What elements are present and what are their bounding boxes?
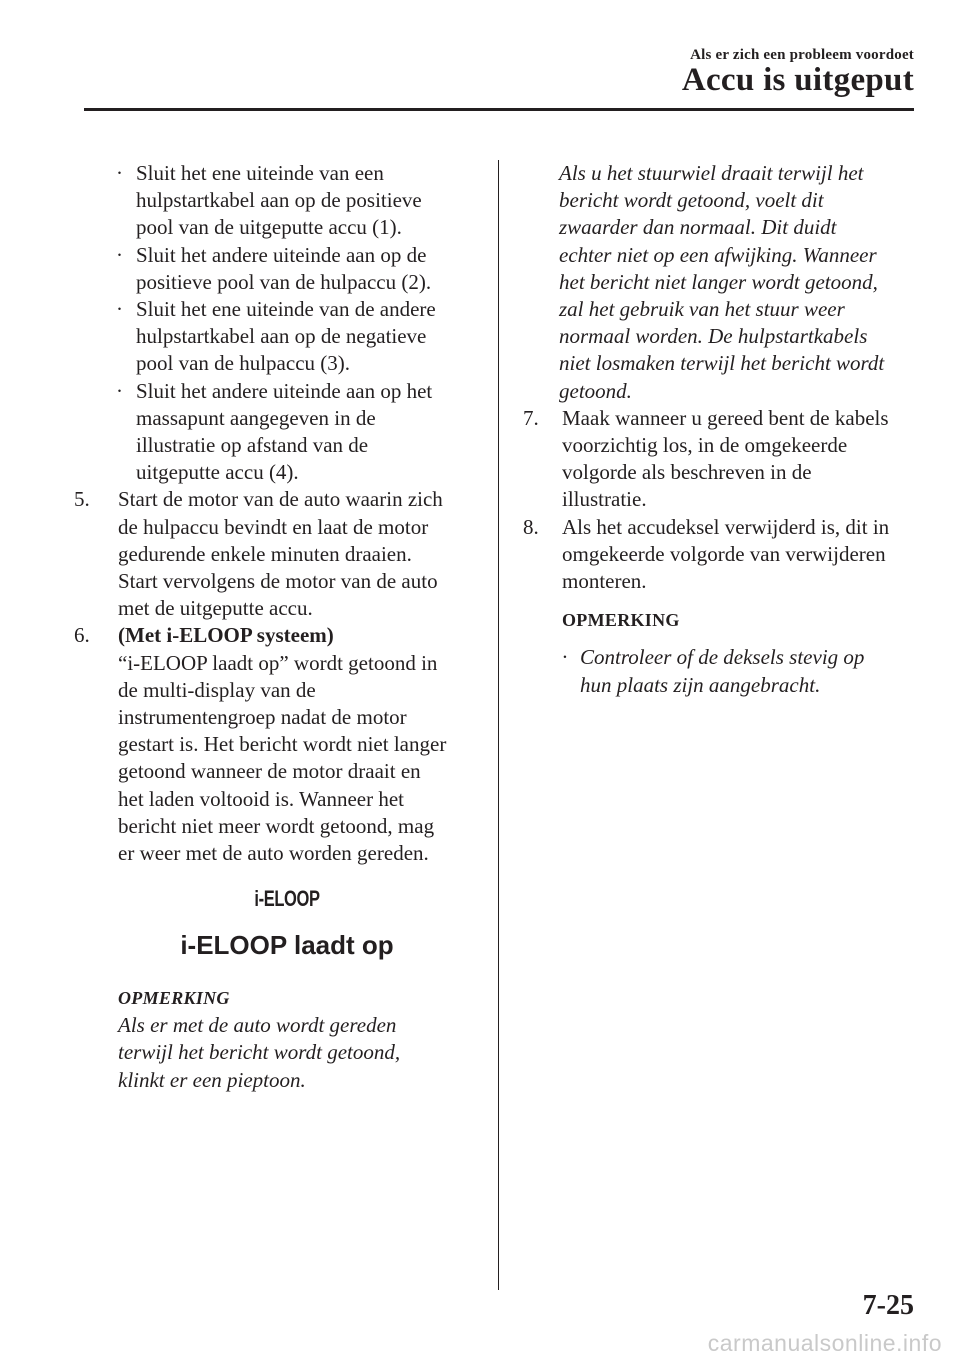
text-line: Als het accudeksel verwijderd is, dit in bbox=[562, 514, 890, 539]
bullet-dot: · bbox=[116, 297, 123, 322]
step-number: 7. bbox=[523, 405, 539, 430]
bullet-dot: · bbox=[116, 161, 123, 185]
text-line: Sluit het ene uiteinde van de andere bbox=[136, 297, 436, 322]
text-line: Start de motor van de auto waarin zich bbox=[118, 487, 443, 512]
text-line: monteren. bbox=[562, 569, 647, 594]
text-line: met de uitgeputte accu. bbox=[118, 596, 313, 621]
page-number: 7-25 bbox=[862, 1290, 914, 1321]
text-line: niet losmaken terwijl het bericht wordt bbox=[559, 351, 885, 376]
text-line: omgekeerde volgorde van verwijderen bbox=[562, 541, 886, 566]
bullet-dot: · bbox=[116, 242, 123, 267]
text-line: voorzichtig los, in de omgekeerde bbox=[562, 433, 848, 458]
i-eloop-logo: i-ELOOP bbox=[254, 886, 320, 911]
text-line: zal het gebruik van het stuur weer bbox=[559, 297, 845, 322]
note-heading: OPMERKING bbox=[562, 610, 680, 631]
bullet-item bbox=[74, 378, 474, 487]
text-line: terwijl het bericht wordt getoond, bbox=[118, 1040, 401, 1065]
bullet-dot: · bbox=[562, 645, 568, 670]
text-line: “i-ELOOP laadt op” wordt getoond in bbox=[118, 650, 438, 675]
text-line: hulpstartkabel aan op de positieve bbox=[136, 188, 422, 213]
text-line: de hulpaccu bevindt en laat de motor bbox=[118, 514, 429, 539]
text-line: Start vervolgens de motor van de auto bbox=[118, 569, 438, 594]
bullet-item bbox=[74, 242, 474, 296]
right-column bbox=[523, 160, 923, 699]
step-number: 6. bbox=[74, 623, 90, 648]
step-number: 5. bbox=[74, 487, 90, 512]
step-7 bbox=[523, 405, 923, 514]
step-6 bbox=[74, 622, 474, 867]
text-line: gedurende enkele minuten draaien. bbox=[118, 541, 412, 566]
text-line: Sluit het andere uiteinde aan op het bbox=[136, 378, 433, 403]
right-note bbox=[523, 607, 923, 699]
header-rule bbox=[84, 108, 914, 111]
text-line: positieve pool van de hulpaccu (2). bbox=[136, 269, 432, 294]
text-line: het bericht niet langer wordt getoond, bbox=[559, 269, 878, 294]
page-title: Accu is uitgeput bbox=[681, 62, 914, 98]
step-5 bbox=[74, 486, 474, 622]
header-section-label: Als er zich een probleem voordoet bbox=[690, 47, 914, 63]
italic-caution bbox=[523, 160, 923, 405]
left-note bbox=[118, 985, 478, 1094]
text-line: Als er met de auto wordt gereden bbox=[118, 1013, 397, 1038]
watermark-link[interactable]: carmanualsonline.info bbox=[707, 1330, 942, 1356]
text-line: de multi-display van de bbox=[118, 677, 316, 702]
text-line: illustratie. bbox=[562, 487, 647, 512]
step-8 bbox=[523, 514, 923, 596]
text-line: pool van de hulpaccu (3). bbox=[136, 351, 351, 376]
bullet-item bbox=[74, 160, 474, 242]
text-line: bericht niet meer wordt getoond, mag bbox=[118, 813, 435, 838]
text-line: getoond wanneer de motor draait en bbox=[118, 759, 421, 784]
text-line: Sluit het ene uiteinde van een bbox=[136, 161, 384, 185]
text-line: zwaarder dan normaal. Dit duidt bbox=[559, 215, 837, 240]
text-line: normaal worden. De hulpstartkabels bbox=[559, 324, 868, 349]
step-heading: (Met i-ELOOP systeem) bbox=[118, 623, 334, 648]
text-line: instrumentengroep nadat de motor bbox=[118, 705, 407, 730]
text-line: echter niet op een afwijking. Wanneer bbox=[559, 242, 877, 267]
text-line: er weer met de auto worden gereden. bbox=[118, 841, 429, 866]
display-figure bbox=[74, 880, 500, 970]
text-line: Sluit het andere uiteinde aan op de bbox=[136, 242, 427, 267]
text-line: gestart is. Het bericht wordt niet langer bbox=[118, 732, 447, 757]
left-column bbox=[74, 160, 474, 867]
text-line: uitgeputte accu (4). bbox=[136, 460, 299, 485]
text-line: illustratie op afstand van de bbox=[136, 433, 369, 458]
column-divider bbox=[498, 160, 499, 1290]
text-line: hun plaats zijn aangebracht. bbox=[580, 672, 821, 697]
note-heading: OPMERKING bbox=[118, 988, 230, 1008]
text-line: Maak wanneer u gereed bent de kabels bbox=[562, 405, 889, 430]
text-line: klinkt er een pieptoon. bbox=[118, 1067, 306, 1092]
bullet-list bbox=[74, 160, 474, 486]
text-line: het laden voltooid is. Wanneer het bbox=[118, 786, 405, 811]
note-bullet bbox=[562, 644, 923, 698]
text-line: bericht wordt getoond, voelt dit bbox=[559, 188, 824, 213]
text-line: Controleer of de deksels stevig op bbox=[580, 645, 865, 670]
text-line: getoond. bbox=[559, 378, 632, 403]
display-message: i-ELOOP laadt op bbox=[180, 930, 394, 960]
text-line: pool van de uitgeputte accu (1). bbox=[136, 215, 402, 240]
step-number: 8. bbox=[523, 514, 539, 539]
text-line: hulpstartkabel aan op de negatieve bbox=[136, 324, 427, 349]
text-line: Als u het stuurwiel draait terwijl het bbox=[559, 161, 864, 185]
text-line: massapunt aangegeven in de bbox=[136, 405, 376, 430]
text-line: volgorde als beschreven in de bbox=[562, 460, 812, 485]
bullet-dot: · bbox=[116, 378, 123, 403]
bullet-item bbox=[74, 296, 474, 378]
